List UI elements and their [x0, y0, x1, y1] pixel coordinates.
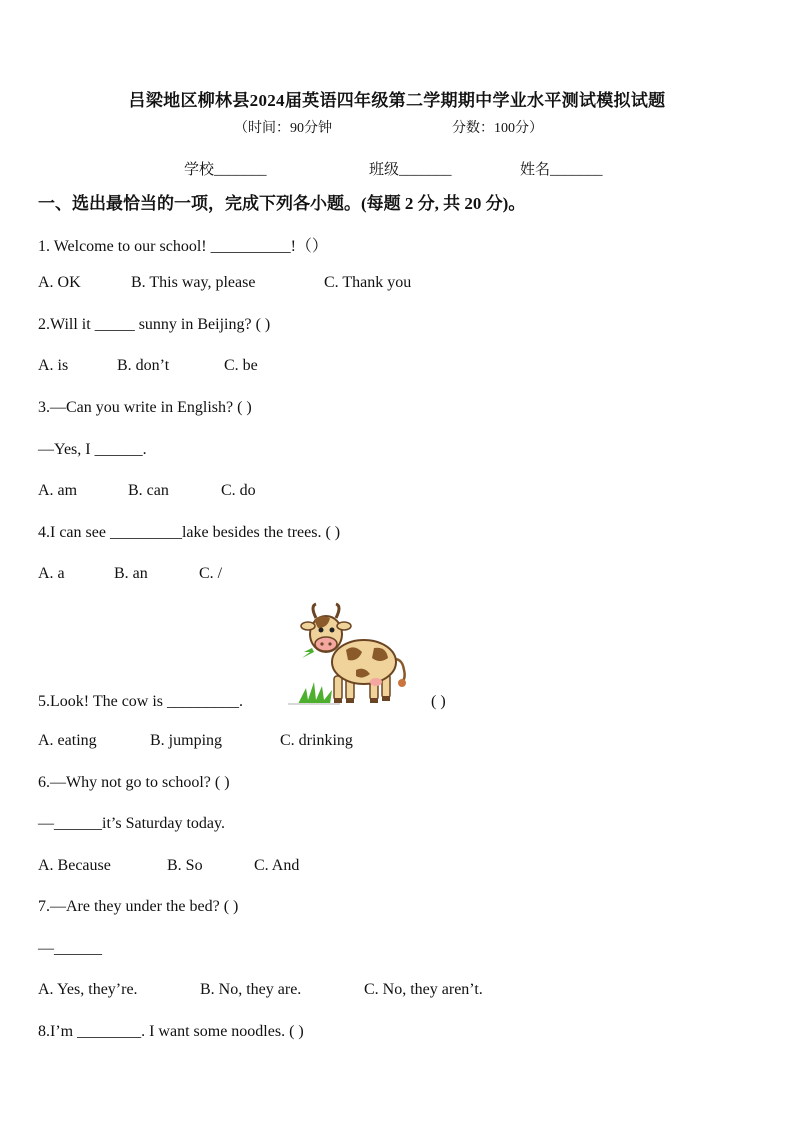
question-4-option-a: A. a: [38, 565, 65, 582]
question-3-answer-line: —Yes, I ______.: [38, 441, 147, 458]
question-3-stem: 3.—Can you write in English? ( ): [38, 399, 252, 416]
question-2-option-a: A. is: [38, 357, 69, 374]
question-2-stem: 2.Will it _____ sunny in Beijing? ( ): [38, 316, 271, 333]
page-title: 吕梁地区柳林县2024届英语四年级第二学期期中学业水平测试模拟试题: [128, 91, 666, 110]
question-2-option-c: C. be: [224, 357, 258, 374]
question-6-answer-line: —______it’s Saturday today.: [38, 815, 225, 832]
question-6-option-b: B. So: [167, 857, 203, 874]
section-heading: 一、选出最恰当的一项，完成下列各小题。(每题 2 分, 共 20 分)。: [38, 194, 526, 213]
question-3-option-c: C. do: [221, 482, 256, 499]
question-6-option-a: A. Because: [38, 857, 111, 874]
question-8-stem: 8.I’m ________. I want some noodles. ( ): [38, 1023, 304, 1040]
cow-illustration: [284, 600, 424, 708]
class-field: 班级_______: [369, 162, 452, 178]
question-3-option-b: B. can: [128, 482, 169, 499]
name-field: 姓名_______: [520, 162, 603, 178]
question-5-stem: 5.Look! The cow is _________.: [38, 693, 244, 710]
question-7-option-c: C. No, they aren’t.: [364, 981, 483, 998]
question-3-option-a: A. am: [38, 482, 78, 499]
question-6-option-c: C. And: [254, 857, 300, 874]
question-5-answer-paren: ( ): [431, 693, 446, 710]
question-5-option-c: C. drinking: [280, 732, 353, 749]
school-field: 学校_______: [184, 162, 267, 178]
question-4-option-b: B. an: [114, 565, 148, 582]
question-7-option-b: B. No, they are.: [200, 981, 302, 998]
exam-time: （时间：90分钟: [234, 121, 332, 136]
question-4-stem: 4.I can see _________lake besides the trees. ( ): [38, 524, 341, 541]
question-6-stem: 6.—Why not go to school? ( ): [38, 774, 230, 791]
question-2-option-b: B. don’t: [117, 357, 170, 374]
question-1-option-c: C. Thank you: [324, 274, 412, 291]
question-7-stem: 7.—Are they under the bed? ( ): [38, 898, 239, 915]
question-1-stem: 1. Welcome to our school! __________!（）: [38, 238, 328, 255]
question-5-option-a: A. eating: [38, 732, 97, 749]
grass-icon: [288, 682, 340, 704]
question-5-option-b: B. jumping: [150, 732, 223, 749]
exam-score: 分数：100分）: [452, 121, 543, 136]
question-4-option-c: C. /: [199, 565, 223, 582]
question-7-option-a: A. Yes, they’re.: [38, 981, 138, 998]
question-7-answer-line: —______: [38, 940, 102, 957]
question-1-option-a: A. OK: [38, 274, 81, 291]
question-1-option-b: B. This way, please: [131, 274, 256, 291]
